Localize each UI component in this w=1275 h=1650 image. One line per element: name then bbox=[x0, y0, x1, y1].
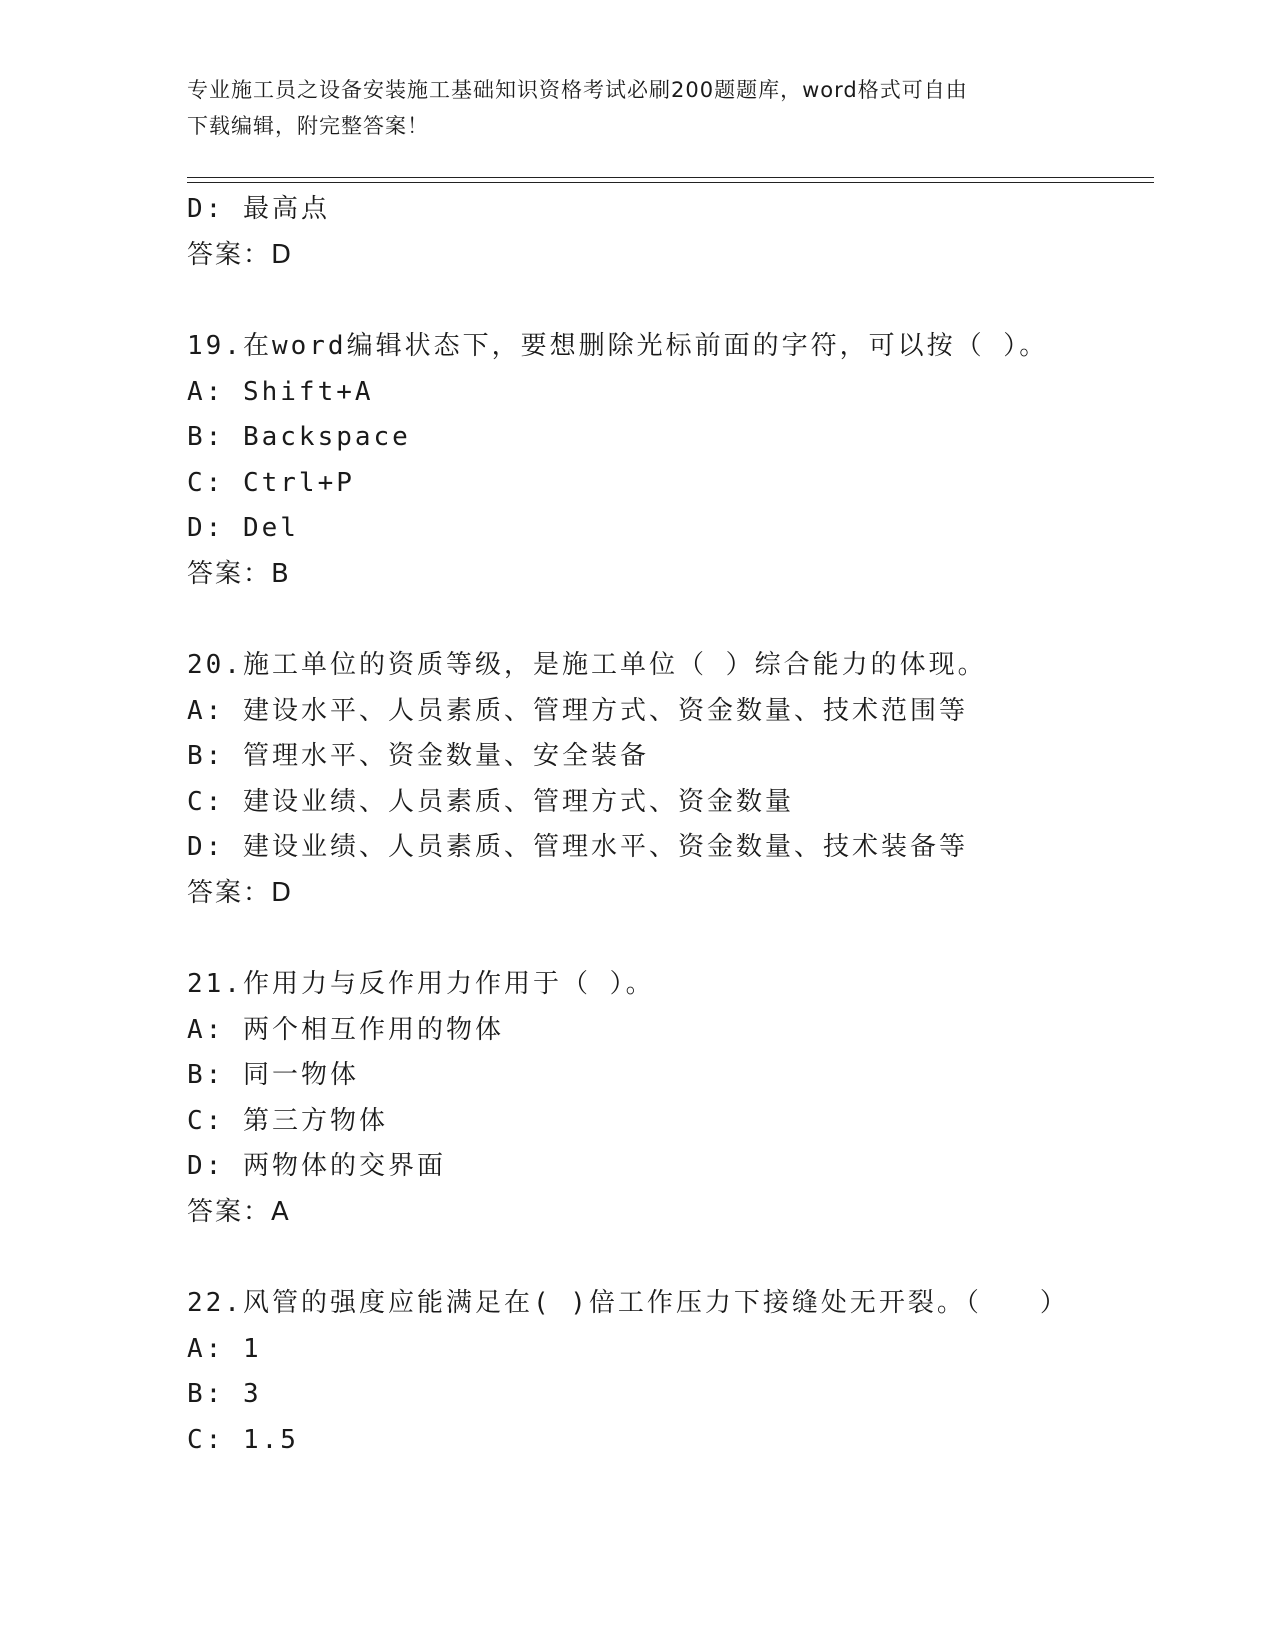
header-divider-bottom bbox=[187, 182, 1154, 183]
option-d: D: 建设业绩、人员素质、管理水平、资金数量、技术装备等 bbox=[187, 832, 968, 862]
option-d: D: Del bbox=[187, 513, 299, 543]
option-d: D: 两物体的交界面 bbox=[187, 1151, 446, 1181]
question-21 bbox=[187, 962, 1154, 1235]
question-20 bbox=[187, 643, 1154, 916]
option-c: C: Ctrl+P bbox=[187, 467, 355, 498]
question-stem: 20.施工单位的资质等级，是施工单位（ ）综合能力的体现。 bbox=[187, 650, 987, 680]
question-stem: 21.作用力与反作用力作用于（ ）。 bbox=[187, 969, 655, 999]
option-b: B: 管理水平、资金数量、安全装备 bbox=[187, 741, 649, 771]
option-c: C: 第三方物体 bbox=[187, 1105, 388, 1136]
option-d: D: 最高点 bbox=[187, 194, 330, 224]
header-line-1: 专业施工员之设备安装施工基础知识资格考试必刷200题题库，word格式可自由 bbox=[187, 78, 968, 102]
spacer bbox=[187, 597, 1154, 643]
spacer bbox=[187, 278, 1154, 324]
spacer bbox=[187, 916, 1154, 962]
answer: 答案：D bbox=[187, 239, 294, 270]
question-22 bbox=[187, 1281, 1154, 1463]
option-c: C: 建设业绩、人员素质、管理方式、资金数量 bbox=[187, 786, 794, 817]
header-line-2: 下载编辑，附完整答案！ bbox=[187, 114, 429, 138]
answer: 答案：A bbox=[187, 1196, 291, 1227]
question-19 bbox=[187, 324, 1154, 597]
question-stem: 19.在word编辑状态下，要想删除光标前面的字符，可以按（ ）。 bbox=[187, 331, 1049, 361]
option-c: C: 1.5 bbox=[187, 1424, 299, 1455]
option-a: A: 两个相互作用的物体 bbox=[187, 1014, 504, 1045]
option-a: A: 1 bbox=[187, 1333, 262, 1364]
answer: 答案：D bbox=[187, 877, 294, 908]
header-divider-top bbox=[187, 177, 1154, 178]
option-a: A: Shift+A bbox=[187, 376, 374, 407]
option-b: B: Backspace bbox=[187, 422, 411, 452]
question-18-tail bbox=[187, 187, 1154, 278]
document-body bbox=[187, 187, 1154, 1463]
option-a: A: 建设水平、人员素质、管理方式、资金数量、技术范围等 bbox=[187, 695, 968, 726]
option-b: B: 3 bbox=[187, 1379, 262, 1409]
question-stem: 22.风管的强度应能满足在( )倍工作压力下接缝处无开裂。（ ） bbox=[187, 1288, 1069, 1318]
page-header bbox=[187, 72, 1087, 144]
spacer bbox=[187, 1235, 1154, 1281]
answer: 答案：B bbox=[187, 558, 291, 589]
option-b: B: 同一物体 bbox=[187, 1060, 359, 1090]
